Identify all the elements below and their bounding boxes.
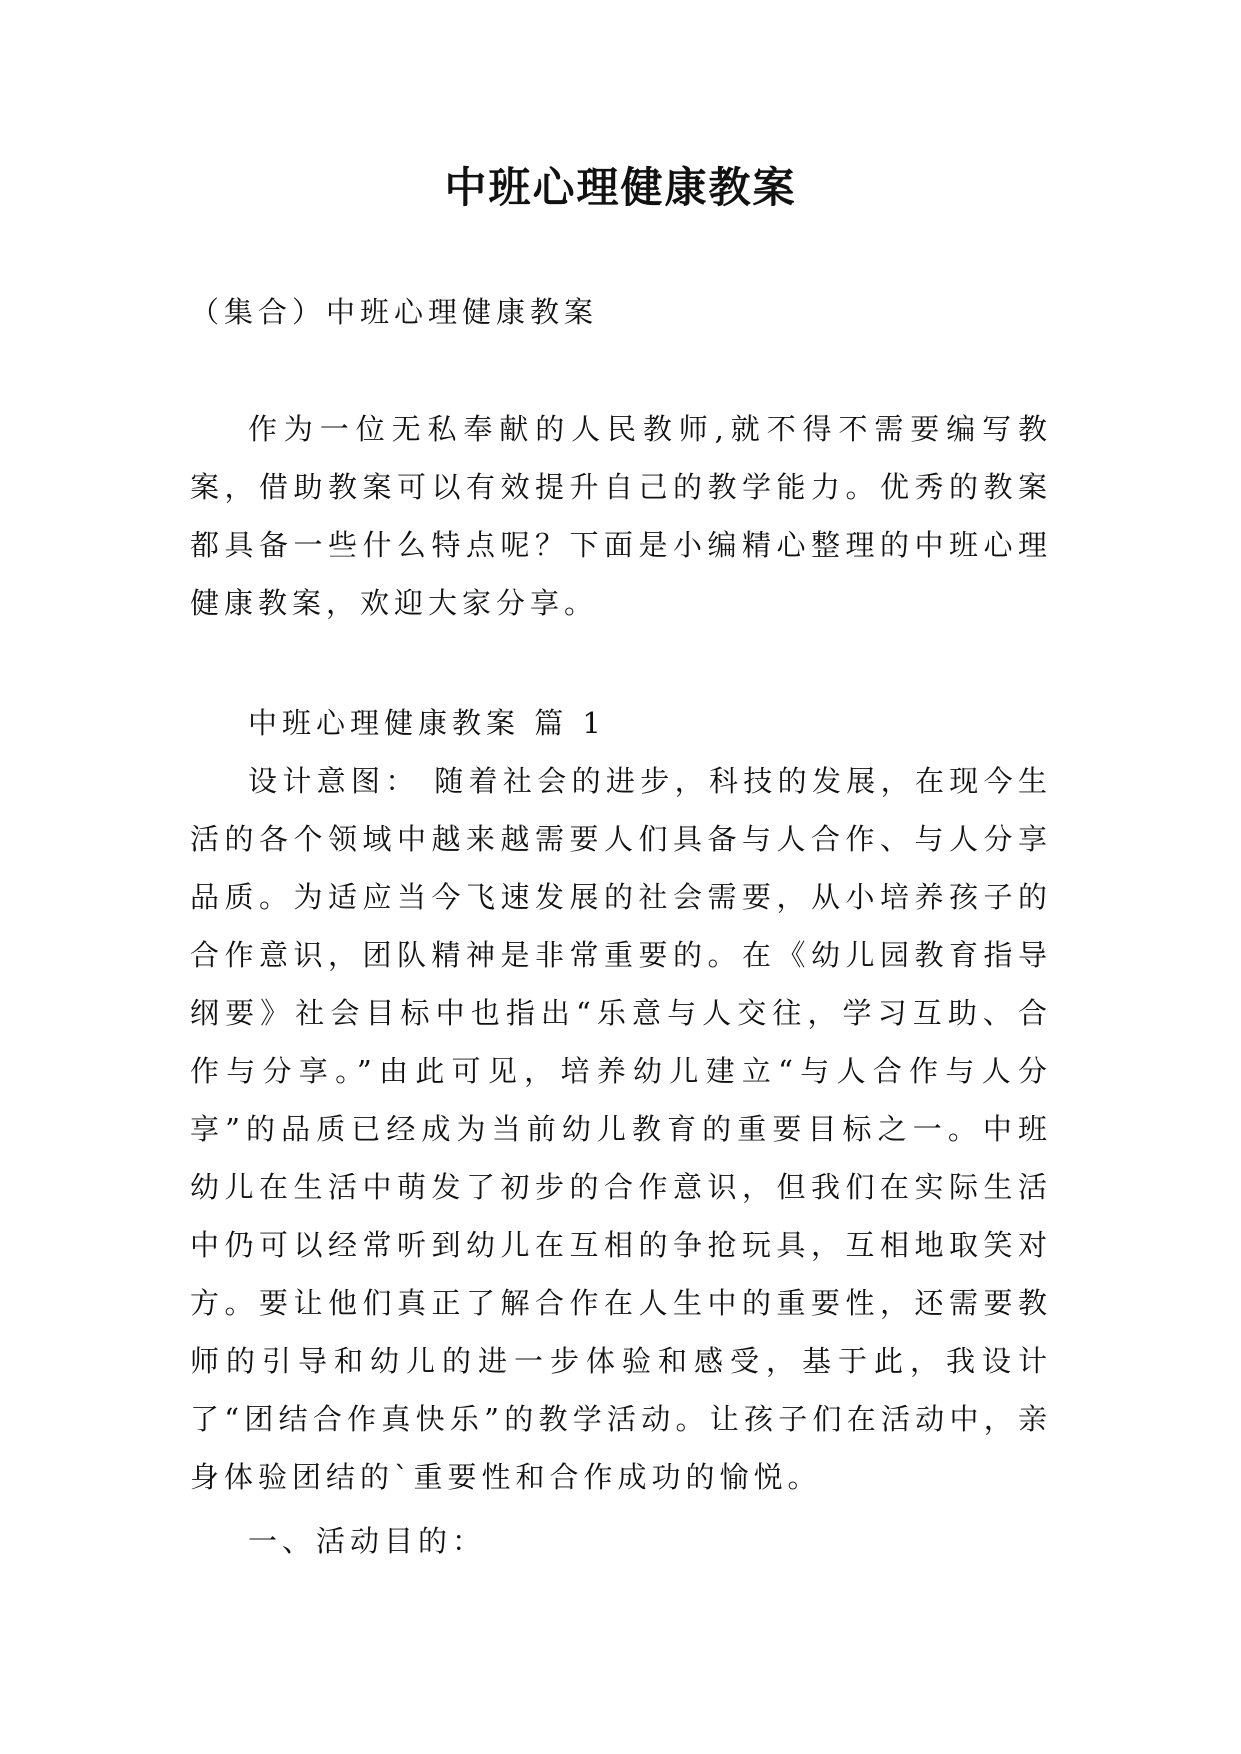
chapter-heading: 中班心理健康教案 篇 1: [248, 706, 606, 740]
document-title: 中班心理健康教案: [444, 163, 797, 212]
design-intent-paragraph: 设计意图： 随着社会的进步，科技的发展，在现今生活的各个领域中越来越需要人们具备与人合作、与人分享品质。为适应当今飞速发展的社会需要，从小培养孩子的合作意识，团队精神是非常重要的。在《幼儿园教育指导纲要》社会目标中也指出“乐意与人交往，学习互助、合作与分享。”由此可见，培养幼儿建立“与人合作与人分享”的品质已经成为当前幼儿教育的重要目标之一。中班幼儿在生活中萌发了初步的合作意识，但我们在实际生活中仍可以经常听到幼儿在互相的争抢玩具，互相地取笑对方。要让他们真正了解合作在人生中的重要性，还需要教师的引导和幼儿的进一步体验和感受，基于此，我设计了“团结合作真快乐”的教学活动。让孩子们在活动中，亲身体验团结的`重要性和合作成功的愉悦。: [190, 764, 1052, 1494]
section-heading: 一、活动目的：: [248, 1524, 487, 1558]
document-subtitle: （集合）中班心理健康教案: [190, 295, 599, 329]
intro-paragraph: 作为一位无私奉献的人民教师,就不得不需要编写教案，借助教案可以有效提升自己的教学能力。优秀的教案都具备一些什么特点呢？下面是小编精心整理的中班心理健康教案，欢迎大家分享。: [190, 412, 1052, 620]
